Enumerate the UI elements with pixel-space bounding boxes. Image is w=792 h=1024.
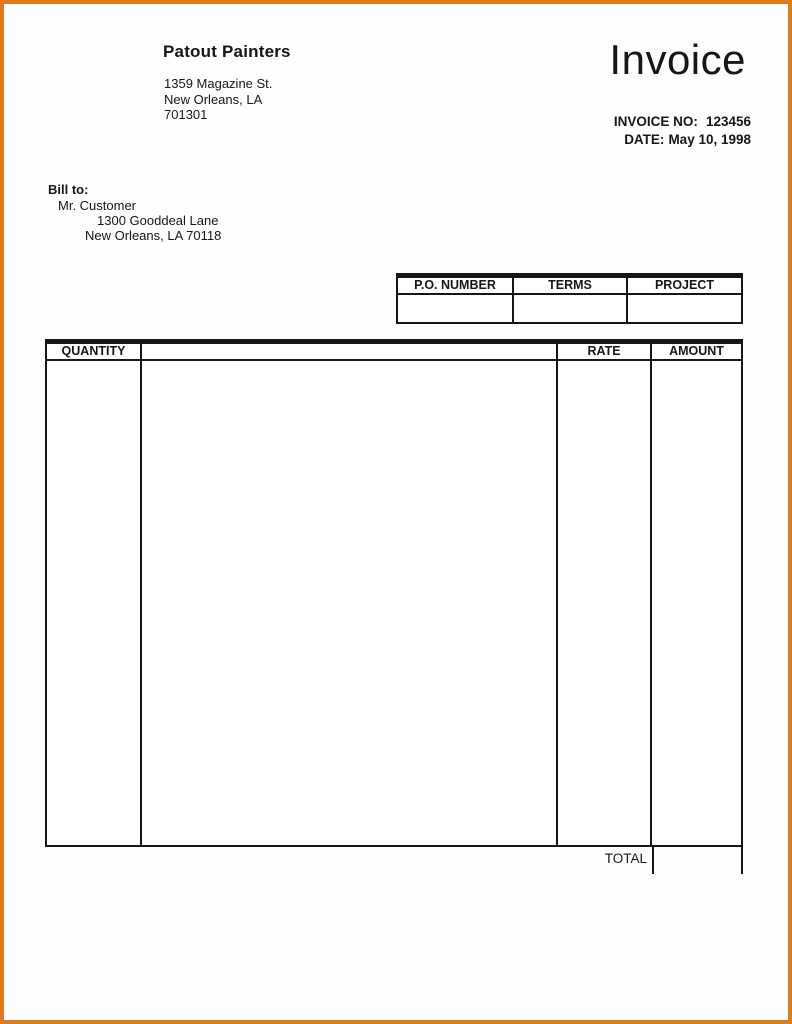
company-address-line: 1359 Magazine St. bbox=[164, 76, 273, 91]
project-header: PROJECT bbox=[654, 278, 715, 292]
company-address-line: New Orleans, LA bbox=[164, 91, 263, 107]
invoice-meta bbox=[614, 113, 751, 149]
items-table-header-row bbox=[47, 344, 741, 361]
terms-cell bbox=[514, 295, 628, 322]
company-address-line: 701301 bbox=[164, 107, 208, 122]
invoice-date-line bbox=[614, 131, 751, 149]
bill-to-line: New Orleans, LA 70118 bbox=[85, 228, 222, 243]
invoice-number-label: INVOICE NO: bbox=[613, 114, 698, 129]
bill-to-block bbox=[48, 181, 221, 243]
description-header bbox=[142, 344, 558, 359]
po-table-header-row bbox=[398, 278, 741, 295]
quantity-column bbox=[47, 361, 142, 845]
company-address bbox=[164, 76, 272, 123]
invoice-date-label: DATE: bbox=[624, 132, 665, 147]
project-cell bbox=[628, 295, 741, 322]
invoice-number-line bbox=[614, 113, 751, 131]
terms-header: TERMS bbox=[514, 278, 628, 293]
total-amount-cell bbox=[652, 847, 743, 874]
company-name: Patout Painters bbox=[163, 42, 291, 61]
total-label: TOTAL bbox=[604, 851, 647, 866]
quantity-header: QUANTITY bbox=[47, 344, 142, 359]
amount-header: AMOUNT bbox=[669, 344, 724, 358]
invoice-title: Invoice bbox=[609, 36, 746, 83]
po-number-header: P.O. NUMBER bbox=[398, 278, 514, 293]
items-table bbox=[45, 339, 743, 847]
bill-to-label: Bill to: bbox=[48, 182, 89, 197]
rate-header: RATE bbox=[558, 344, 652, 359]
description-column bbox=[142, 361, 558, 845]
invoice-number-value: 123456 bbox=[705, 114, 751, 129]
invoice-date-value: May 10, 1998 bbox=[668, 132, 751, 147]
items-table-body bbox=[47, 361, 741, 845]
po-table-value-row bbox=[398, 295, 741, 322]
po-table bbox=[396, 273, 743, 324]
po-number-cell bbox=[398, 295, 514, 322]
rate-column bbox=[558, 361, 652, 845]
amount-column bbox=[652, 361, 741, 845]
bill-to-line: 1300 Gooddeal Lane bbox=[97, 213, 219, 228]
bill-to-line: Mr. Customer bbox=[58, 198, 137, 213]
